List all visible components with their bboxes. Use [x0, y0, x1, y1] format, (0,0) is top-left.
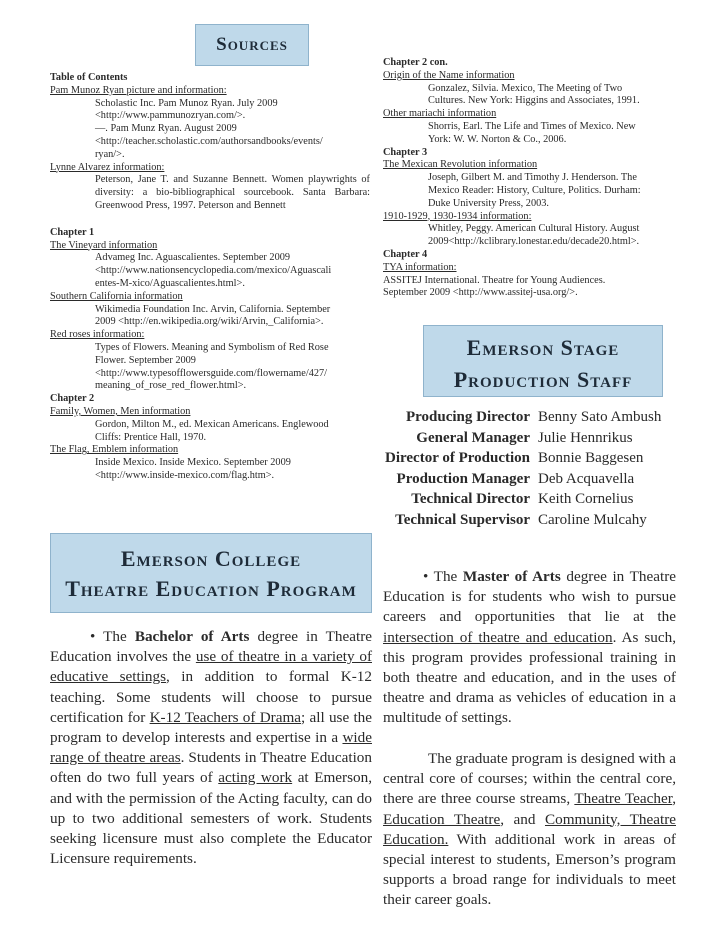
graduate-program-paragraph: [383, 749, 676, 911]
text-segment: , and: [500, 810, 545, 828]
text-segment: , in addition to formal K-12 teaching. Some students will choose to pursue certification for: [50, 668, 372, 726]
text-segment: • The: [423, 568, 463, 585]
source-line: 2009 <http://en.wikipedia.org/wiki/Arvin,_California>.: [95, 316, 324, 328]
source-line: Chapter 4: [383, 248, 428, 260]
highlighted-phrase: use of theatre in a variety of educative settings: [50, 648, 372, 686]
source-line: ASSITEJ International. Theatre for Young Audiences.: [383, 274, 606, 286]
text-segment: . Students in Theatre Education often do two full years of: [50, 749, 372, 787]
source-line: Cliffs: Prentice Hall, 1970.: [95, 431, 207, 443]
text-segment: • The: [90, 628, 135, 645]
source-line: Chapter 2 con.: [383, 57, 448, 68]
bold-term: Master of Arts: [462, 568, 561, 585]
highlighted-phrase: Education Theatre: [383, 810, 501, 828]
source-line: Chapter 2: [50, 393, 95, 405]
source-line: TYA information:: [383, 261, 457, 273]
bold-term: Bachelor of Arts: [134, 628, 250, 645]
text-segment: With additional work in areas of special interest to students, Emerson’s program supports a broad range for individuals to meet their career goals.: [383, 830, 676, 909]
source-line: [50, 213, 370, 227]
program-title-line2: Theatre Education Program: [65, 576, 357, 601]
highlighted-phrase: Theatre Teacher: [574, 790, 673, 808]
source-line: meaning_of_rose_red_flower.html>.: [95, 380, 247, 392]
source-line: <http://www.pammunozryan.com/>.: [95, 110, 246, 122]
source-line: York: W. W. Norton & Co., 2006.: [428, 133, 567, 145]
source-line: <http://www.nationsencyclopedia.com/mexico/Aguascali: [95, 265, 332, 277]
source-line: Joseph, Gilbert M. and Timothy J. Henderson. The: [428, 172, 637, 184]
sources-right-column: [383, 57, 683, 300]
master-paragraph: [383, 567, 676, 729]
staff-role: Producing Director: [405, 409, 530, 425]
staff-row: [372, 428, 712, 449]
source-line: Types of Flowers. Meaning and Symbolism of Red Rose: [95, 341, 329, 353]
text-segment: ; all use the program to develop interests and expertise in a: [50, 708, 373, 747]
text-segment: The graduate program is designed with a central core of courses; within the central core, there are three course streams,: [383, 750, 676, 808]
source-line: 1910-1929, 1930-1934 information:: [383, 210, 532, 222]
source-line: —. Pam Munz Ryan. August 2009: [95, 123, 237, 135]
sources-header: [195, 24, 309, 66]
source-line: <http://teacher.scholastic.com/authorsandbooks/events/: [95, 135, 323, 147]
source-line: The Vineyard information: [50, 239, 158, 251]
source-line: The Flag, Emblem information: [50, 444, 179, 456]
source-line: Other mariachi information: [383, 108, 497, 120]
staff-role: General Manager: [416, 429, 530, 446]
source-line: Gonzalez, Silvia. Mexico, The Meeting of Two: [428, 82, 623, 94]
staff-row: [372, 510, 712, 531]
source-line: Table of Contents: [50, 72, 128, 83]
staff-role: Production Manager: [396, 470, 530, 487]
source-line: Flower. September 2009: [95, 354, 196, 366]
source-line: Advameg Inc. Aguascalientes. September 2009: [95, 252, 291, 264]
staff-row: [372, 448, 712, 469]
source-line: Inside Mexico. Inside Mexico. September 2009: [95, 457, 291, 469]
text-segment: at Emerson, and with the permission of the Acting faculty, can do up to two additional semesters of work. Students seeking licensure must also complete the Educator Licensure requirements.: [50, 769, 372, 868]
source-line: September 2009 <http://www.assitej-usa.org/>.: [383, 287, 578, 299]
source-line: <http://www.inside-mexico.com/flag.htm>.: [95, 469, 275, 481]
sources-left-column: [50, 72, 370, 483]
source-line: Cultures. New York: Higgins and Associates, 1991.: [428, 95, 640, 107]
staff-table: [372, 407, 712, 530]
program-header: [50, 533, 372, 613]
staff-row: [372, 469, 712, 490]
staff-role: Director of Production: [385, 450, 530, 466]
staff-name: Keith Cornelius: [538, 491, 634, 507]
program-title-line1: Emerson College: [120, 546, 302, 571]
staff-title-line1: Emerson Stage: [466, 335, 620, 360]
source-line: Origin of the Name information: [383, 69, 515, 81]
text-segment: ,: [672, 790, 676, 808]
source-line: Mexico Reader: History, Culture, Politics. Durham:: [428, 184, 641, 196]
highlighted-phrase: intersection of theatre and education: [383, 628, 613, 646]
source-line: Lynne Alvarez information:: [50, 161, 165, 173]
highlighted-phrase: wide range of theatre areas: [50, 729, 372, 767]
source-line: entes-M-xico/Aguascalientes.html>.: [95, 277, 245, 289]
staff-name: Deb Acquavella: [538, 470, 635, 487]
staff-name: Benny Sato Ambush: [538, 409, 662, 425]
source-line: Gordon, Milton M., ed. Mexican Americans. Englewood: [95, 418, 329, 430]
source-line: The Mexican Revolution information: [383, 159, 538, 171]
source-line: ryan/>.: [95, 148, 125, 160]
sources-title: Sources: [216, 34, 288, 55]
source-line: Red roses information:: [50, 329, 145, 341]
source-line: Southern California information: [50, 290, 183, 302]
highlighted-phrase: K-12 Teachers of Drama: [149, 708, 302, 726]
text-segment: . As such, this program provides professional training in both theatre and education, and in the uses of theatre and drama as vehicles of education in a multitude of settings.: [383, 628, 676, 727]
source-line: Duke University Press, 2003.: [428, 197, 549, 209]
source-line: Scholastic Inc. Pam Munoz Ryan. July 2009: [95, 97, 278, 109]
source-line: Pam Munoz Ryan picture and information:: [50, 84, 227, 96]
source-line: 2009<http://kclibrary.lonestar.edu/decade20.html>.: [428, 236, 640, 248]
source-line: Peterson, Jane T. and Suzanne Bennett. Women playwrights of diversity: a bio-bibliographical sourcebook. Santa Barbara: Greenwood Press, 1997. Peterson and Bennett: [95, 174, 370, 211]
staff-name: Julie Hennrikus: [538, 429, 633, 446]
source-line: Wikimedia Foundation Inc. Arvin, California. September: [95, 303, 331, 315]
staff-row: [372, 407, 712, 428]
staff-role: Technical Supervisor: [395, 511, 530, 528]
staff-role: Technical Director: [411, 491, 530, 507]
source-line: Shorris, Earl. The Life and Times of Mexico. New: [428, 120, 636, 132]
text-segment: degree in Theatre Education involves the: [50, 628, 372, 666]
text-segment: degree in Theatre Education is for students who wish to pursue careers and opportunities that lie at the: [383, 568, 676, 626]
staff-row: [372, 489, 712, 510]
source-line: Whitley, Peggy. American Cultural History. August: [428, 223, 640, 235]
source-line: Family, Women, Men information: [50, 405, 191, 417]
source-line: <http://www.typesofflowersguide.com/flowername/427/: [95, 367, 328, 379]
staff-name: Bonnie Baggesen: [538, 450, 644, 466]
staff-name: Caroline Mulcahy: [538, 511, 647, 528]
source-line: Chapter 3: [383, 146, 428, 158]
highlighted-phrase: Community, Theatre Education.: [383, 810, 676, 848]
bachelor-paragraph: [50, 627, 372, 869]
staff-title-line2: Production Staff: [453, 367, 633, 392]
highlighted-phrase: acting work: [218, 769, 293, 787]
source-line: Chapter 1: [50, 226, 95, 238]
staff-header: [423, 325, 663, 397]
